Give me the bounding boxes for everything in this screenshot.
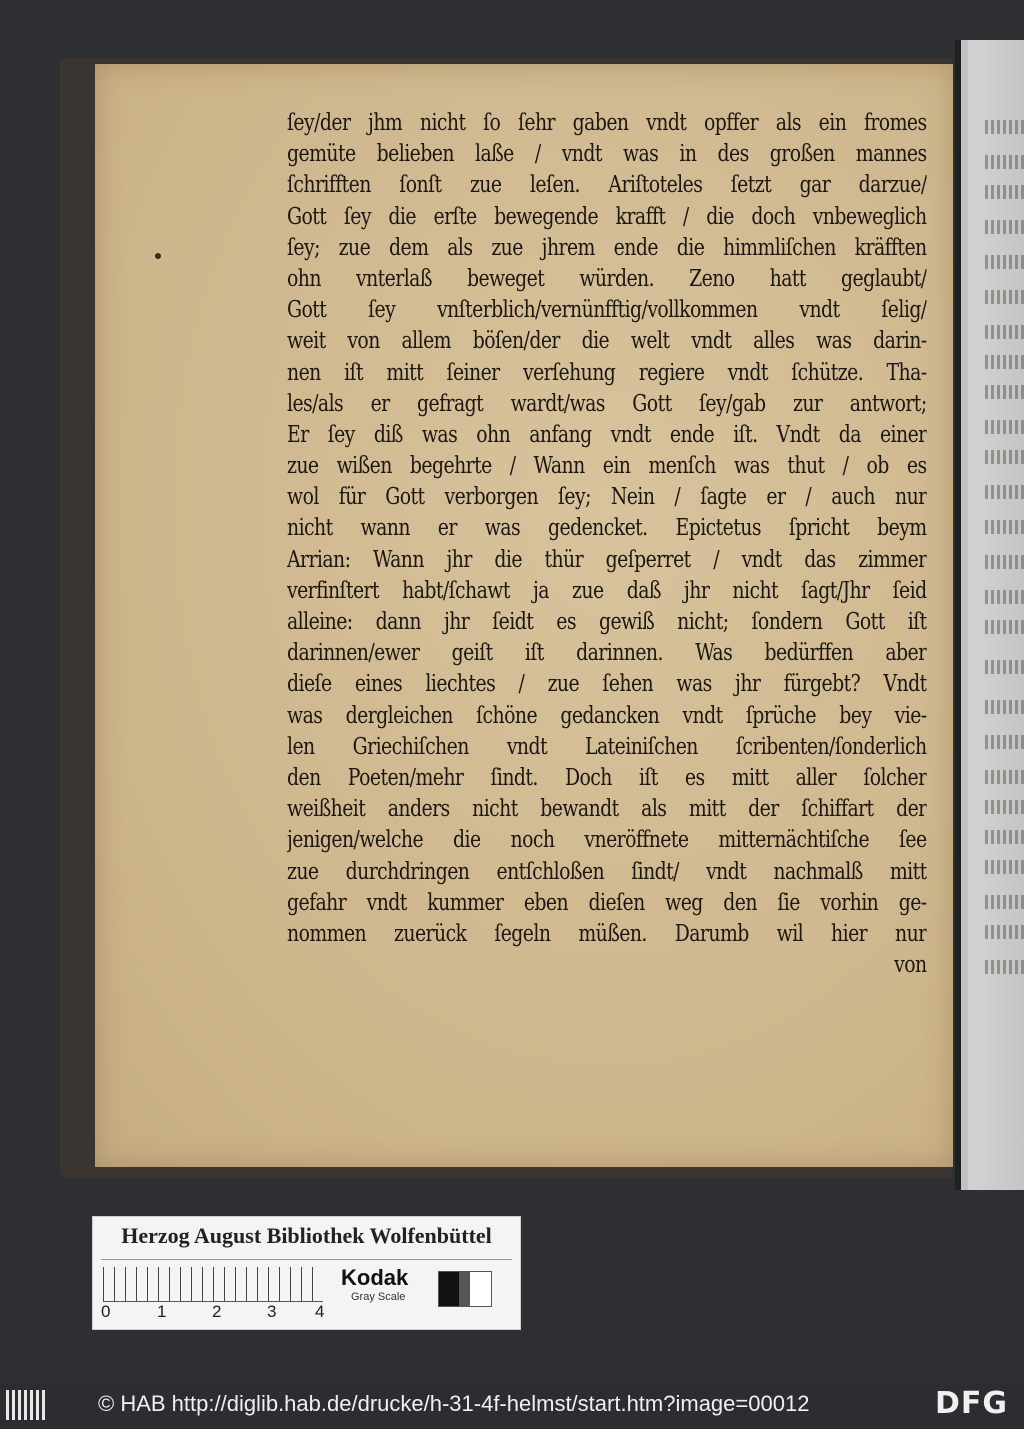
bleed-through-mark (985, 355, 1024, 369)
bleed-through-mark (985, 120, 1024, 134)
text-line: gefahr vndt kummer eben dieſen weg den ſie vorhin ge- (287, 889, 927, 916)
text-line: len Griechiſchen vndt Lateiniſchen ſcribenten/ſonderlich (287, 733, 927, 760)
text-line: dieſe eines liechtes / zue ſehen was jhr fürgebt? Vndt (287, 671, 927, 698)
text-line: nommen zuerück ſegeln müßen. Darumb wil hier nur (287, 920, 927, 947)
text-line: Arrian: Wann jhr die thür geſperret / vndt das zimmer (287, 546, 927, 573)
bleed-through-mark (985, 155, 1024, 169)
scale-number: 1 (157, 1302, 167, 1321)
text-line: darinnen/ewer geiſt iſt darinnen. Was bedürffen aber (287, 640, 927, 667)
bleed-through-mark (985, 770, 1024, 784)
barcode-icon (6, 1390, 46, 1420)
kodak-logo-text: Kodak (341, 1265, 409, 1290)
measurement-scale (103, 1267, 323, 1301)
bleed-through-mark (985, 185, 1024, 199)
bleed-through-mark (985, 255, 1024, 269)
gray-scale-caption: Gray Scale (351, 1291, 406, 1303)
text-line: den Poeten/mehr ſindt. Doch iſt es mitt aller ſolcher (287, 764, 927, 791)
bleed-through-mark (985, 830, 1024, 844)
gray-scale-swatch (438, 1271, 492, 1307)
bleed-through-mark (985, 960, 1024, 974)
bleed-through-mark (985, 620, 1024, 634)
copyright-url[interactable]: © HAB http://diglib.hab.de/drucke/h-31-4f-helmst/start.htm?image=00012 (98, 1391, 810, 1416)
scale-number: 2 (212, 1302, 222, 1321)
text-line: ſchrifften ſonſt zue leſen. Ariſtoteles ſetzt gar darzue/ (287, 172, 927, 199)
text-line: ohn vnterlaß beweget würden. Zeno hatt geglaubt/ (287, 265, 927, 292)
text-line: nicht wann er was gedencket. Epictetus ſpricht beym (287, 515, 927, 542)
bleed-through-mark (985, 700, 1024, 714)
text-line: les/als er gefragt wardt/was Gott ſey/gab zur antwort; (287, 390, 927, 417)
text-line: Gott ſey die erſte bewegende krafft / die doch vnbeweglich (287, 203, 927, 230)
adjacent-page-fold (968, 40, 1024, 1190)
bleed-through-mark (985, 735, 1024, 749)
text-line: ſey; zue dem als zue jhrem ende die himmliſchen kräfften (287, 234, 927, 261)
scale-number: 4 (315, 1302, 325, 1321)
text-line: nen iſt mitt ſeiner verſehung regiere vndt ſchütze. Tha- (287, 359, 927, 386)
text-line: weißheit anders nicht bewandt als mitt der ſchiffart der (287, 796, 927, 823)
ink-spot (155, 253, 161, 259)
text-line: wol für Gott verborgen ſey; Nein / ſagte er / auch nur (287, 484, 927, 511)
text-line: zue durchdringen entſchloßen ſindt/ vndt nachmalß mitt (287, 858, 927, 885)
bleed-through-mark (985, 860, 1024, 874)
bleed-through-mark (985, 800, 1024, 814)
bleed-through-mark (985, 660, 1024, 674)
bleed-through-mark (985, 520, 1024, 534)
text-line: Gott ſey vnſterblich/vernünfftig/vollkommen vndt ſelig/ (287, 297, 927, 324)
text-line: Er ſey diß was ohn anfang vndt ende iſt. Vndt da einer (287, 421, 927, 448)
footer-bar (0, 1380, 1024, 1429)
text-line: was dergleichen ſchöne gedancken vndt ſprüche bey vie- (287, 702, 927, 729)
text-line: gemüte belieben laße / vndt was in des großen mannes (287, 141, 927, 168)
text-line: verfinſtert habt/ſchawt ja zue daß jhr nicht ſagt/Jhr ſeid (287, 577, 927, 604)
bleed-through-mark (985, 590, 1024, 604)
scale-number: 3 (267, 1302, 277, 1321)
scale-number: 0 (101, 1302, 111, 1321)
bleed-through-mark (985, 385, 1024, 399)
text-line: ſey/der jhm nicht ſo ſehr gaben vndt opffer als ein fromes (287, 110, 927, 136)
bleed-through-mark (985, 220, 1024, 234)
bleed-through-mark (985, 450, 1024, 464)
bleed-through-mark (985, 325, 1024, 339)
text-line: jenigen/welche die noch vneröffnete mitternächtiſche ſee (287, 827, 927, 854)
catchword: von (894, 952, 927, 979)
bleed-through-mark (985, 485, 1024, 499)
label-divider (101, 1259, 512, 1260)
text-line: weit von allem böſen/der die welt vndt alles was darin- (287, 328, 927, 355)
bleed-through-mark (985, 925, 1024, 939)
bleed-through-mark (985, 555, 1024, 569)
dfg-logo-icon: DFG (935, 1386, 1009, 1421)
bleed-through-mark (985, 290, 1024, 304)
library-label (92, 1216, 521, 1330)
text-line: alleine: dann jhr ſeidt es gewiß nicht; ſondern Gott iſt (287, 609, 927, 635)
page-text-block (287, 108, 927, 981)
bleed-through-mark (985, 895, 1024, 909)
text-line: zue wißen begehrte / Wann ein menſch was thut / ob es (287, 453, 927, 480)
library-name: Herzog August Bibliothek Wolfenbüttel (121, 1223, 492, 1248)
bleed-through-mark (985, 420, 1024, 434)
